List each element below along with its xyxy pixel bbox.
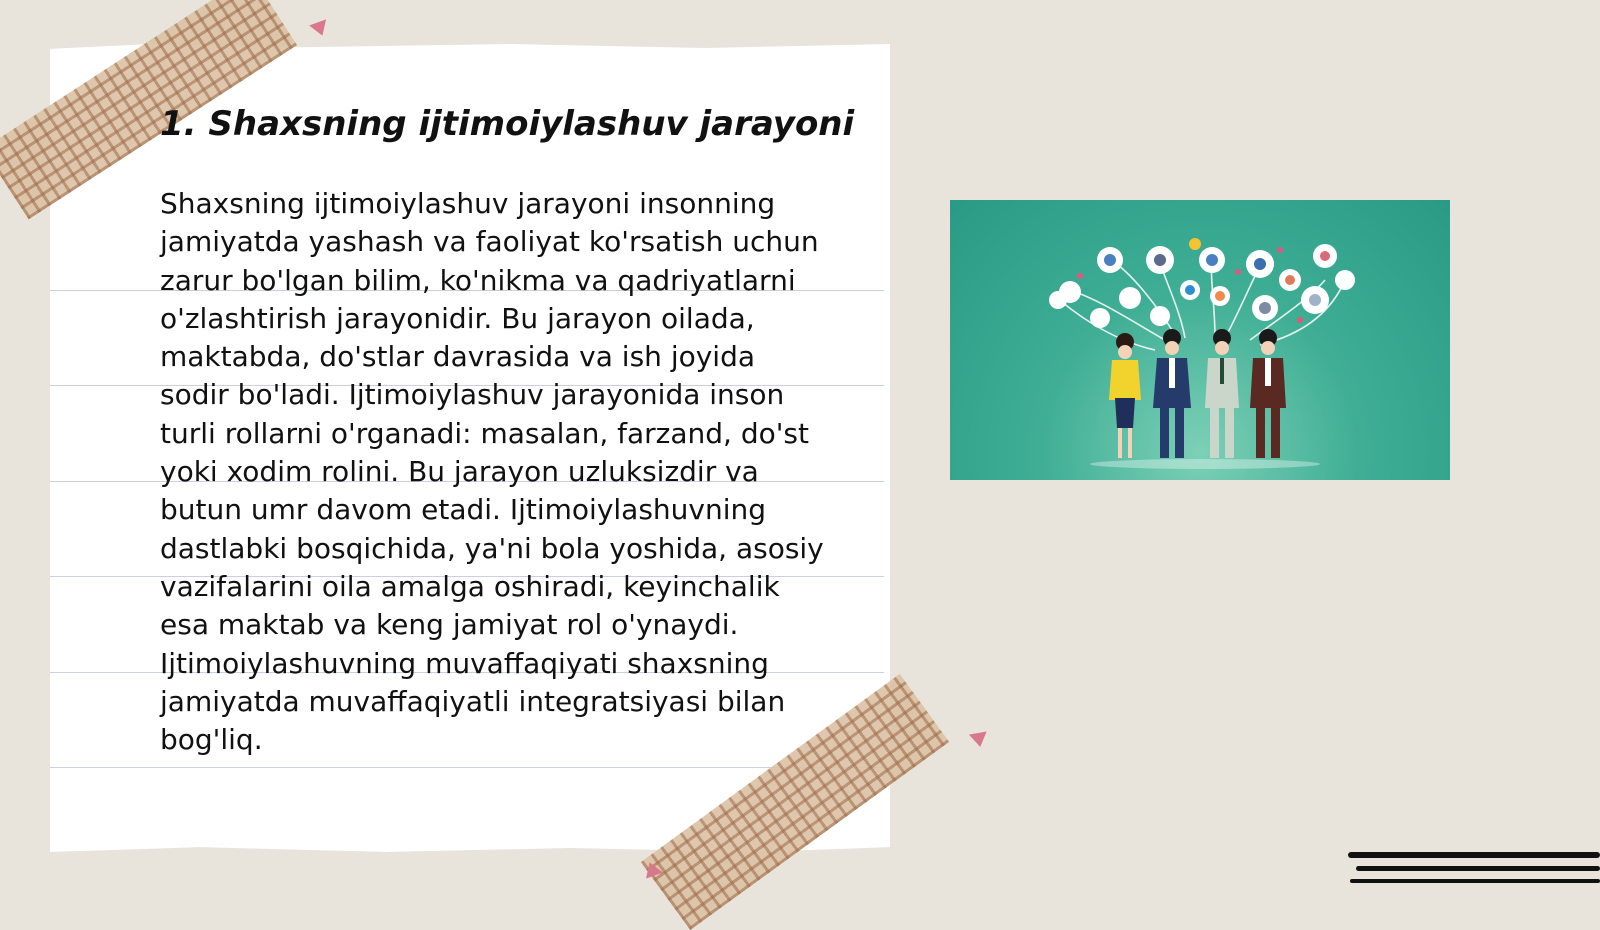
person-woman-yellow [1109, 333, 1141, 458]
social-network-illustration [950, 200, 1450, 480]
paper-rule [50, 767, 884, 768]
slide-title: 1. Shaxsning ijtimoiylashuv jarayoni [160, 104, 855, 144]
person-man-navy [1153, 329, 1191, 458]
scribble-line [1350, 879, 1600, 883]
pin-decoration [969, 732, 989, 749]
slide-body-text: Shaxsning ijtimoiylashuv jarayoni insonning jamiyatda yashash va faoliyat ko'rsatish uchun zarur bo'lgan bilim, ko'nikma va qadriyatlarni o'zlashtirish jarayonidir. Bu jarayon oilada, maktabda, do'stlar davrasida va ish joyida sodir bo'ladi. Ijtimoiylashuv jarayonida inson turli rollarni o'rganadi: masalan, farzand, do'st yoki xodim rolini. Bu jarayon uzluksizdir va butun umr davom etadi. Ijtimoiylashuvning dastlabki bosqichida, ya'ni bola yoshida, asosiy vazifalarini oila amalga oshiradi, keyinchalik esa maktab va keng jamiyat rol o'ynaydi. Ijtimoiylashuvning muvaffaqiyati shaxsning jamiyatda muvaffaqiyatli integratsiyasi bilan bog'liq. [160, 187, 824, 757]
scribble-line [1348, 852, 1600, 858]
person-man-grey [1205, 329, 1239, 458]
network-nodes [1049, 238, 1355, 328]
pin-decoration [309, 19, 331, 38]
scribble-line [1356, 866, 1600, 871]
people-network-drawing [950, 200, 1450, 480]
person-man-brown [1250, 329, 1286, 458]
